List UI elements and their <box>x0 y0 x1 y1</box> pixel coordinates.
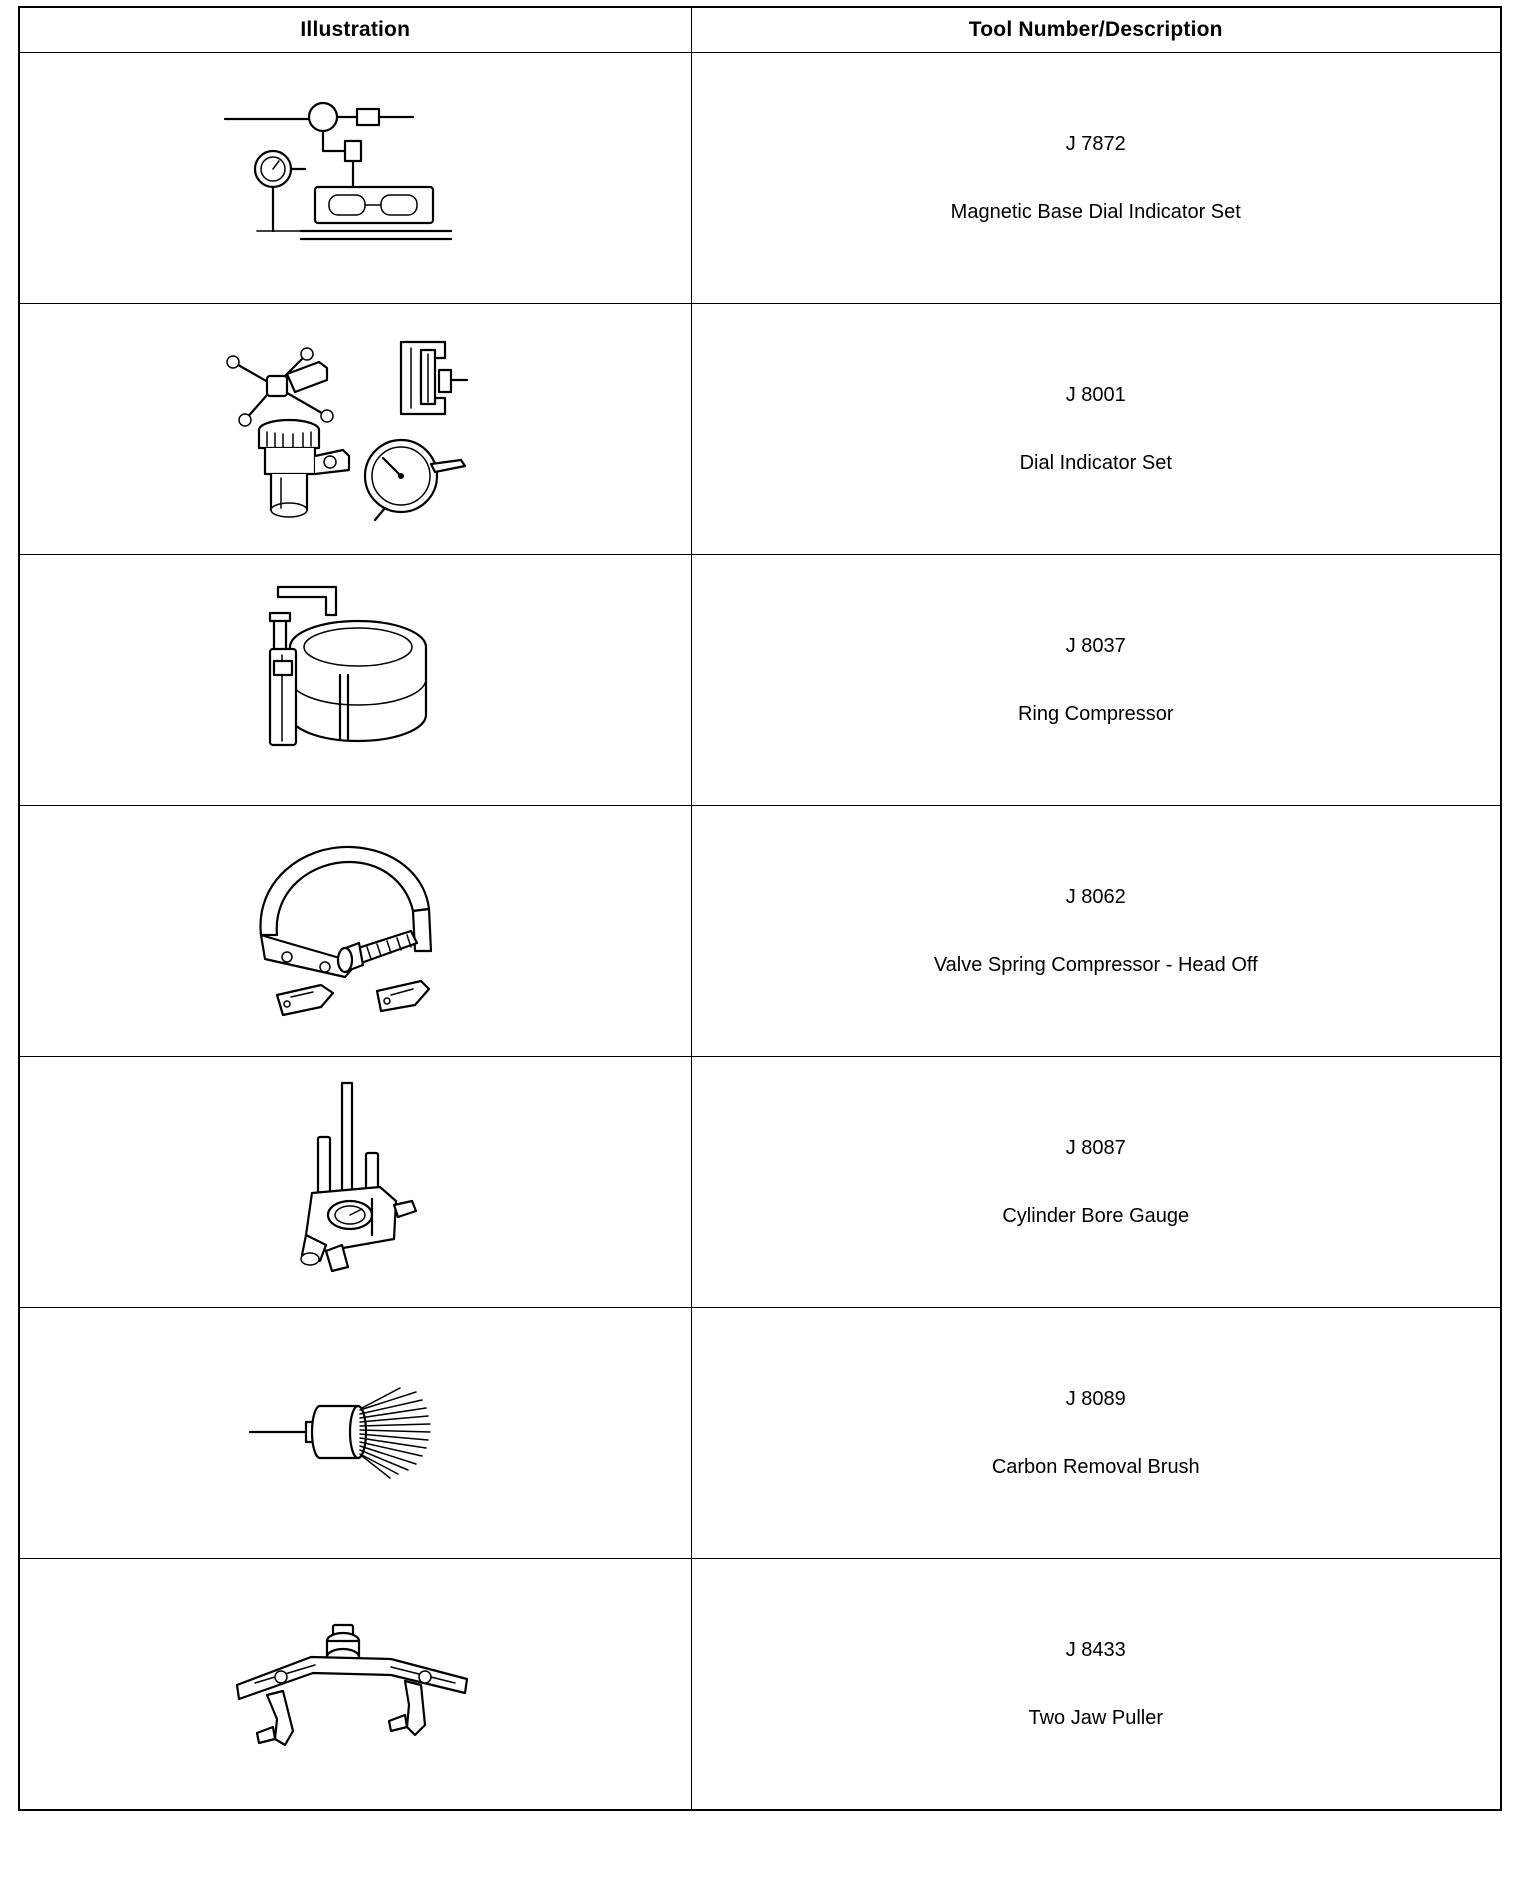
tool-description: Valve Spring Compressor - Head Off <box>933 954 1258 976</box>
table-row <box>19 53 1501 304</box>
table-header-row <box>19 7 1501 53</box>
tool-description: Cylinder Bore Gauge <box>1002 1205 1190 1227</box>
ring-compressor-icon <box>240 575 470 785</box>
carbon-removal-brush-icon <box>240 1378 470 1488</box>
tool-number: J 8087 <box>1065 1137 1126 1159</box>
tool-description: Ring Compressor <box>1017 703 1174 725</box>
two-jaw-puller-icon <box>215 1619 495 1749</box>
special-tools-table <box>18 6 1502 1811</box>
table-row <box>19 555 1501 806</box>
illustration-cell-ring-compressor <box>19 555 691 806</box>
illustration-cell-cylinder-bore-gauge <box>19 1057 691 1308</box>
description-cell-j8037 <box>691 555 1501 806</box>
tool-number: J 8433 <box>1065 1639 1126 1661</box>
tool-number: J 8062 <box>1065 886 1126 908</box>
description-cell-j7872 <box>691 53 1501 304</box>
description-cell-j8001 <box>691 304 1501 555</box>
magnetic-base-dial-indicator-icon <box>205 91 505 266</box>
table-row <box>19 1308 1501 1559</box>
column-header-description: Tool Number/Description <box>691 7 1501 53</box>
illustration-cell-dial-indicator-set <box>19 304 691 555</box>
illustration-cell-two-jaw-puller <box>19 1559 691 1811</box>
table-row <box>19 1057 1501 1308</box>
column-header-illustration: Illustration <box>19 7 691 53</box>
illustration-cell-valve-spring-compressor <box>19 806 691 1057</box>
illustration-cell-carbon-removal-brush <box>19 1308 691 1559</box>
table-row <box>19 1559 1501 1811</box>
description-cell-j8433 <box>691 1559 1501 1811</box>
valve-spring-compressor-icon <box>225 831 485 1031</box>
table-row <box>19 806 1501 1057</box>
tool-number: J 8001 <box>1065 384 1126 406</box>
tool-description: Magnetic Base Dial Indicator Set <box>950 201 1241 223</box>
description-cell-j8062 <box>691 806 1501 1057</box>
description-cell-j8087 <box>691 1057 1501 1308</box>
tool-description: Two Jaw Puller <box>1028 1707 1163 1729</box>
table-row <box>19 304 1501 555</box>
table-body <box>19 53 1501 1811</box>
description-cell-j8089 <box>691 1308 1501 1559</box>
tool-number: J 7872 <box>1065 133 1126 155</box>
illustration-cell-magnetic-base-dial-indicator <box>19 53 691 304</box>
dial-indicator-set-icon <box>215 324 495 534</box>
cylinder-bore-gauge-icon <box>270 1075 440 1290</box>
tool-description: Carbon Removal Brush <box>991 1456 1200 1478</box>
tool-number: J 8089 <box>1065 1388 1126 1410</box>
tool-description: Dial Indicator Set <box>1019 452 1172 474</box>
tool-number: J 8037 <box>1065 635 1126 657</box>
table-header <box>19 7 1501 53</box>
